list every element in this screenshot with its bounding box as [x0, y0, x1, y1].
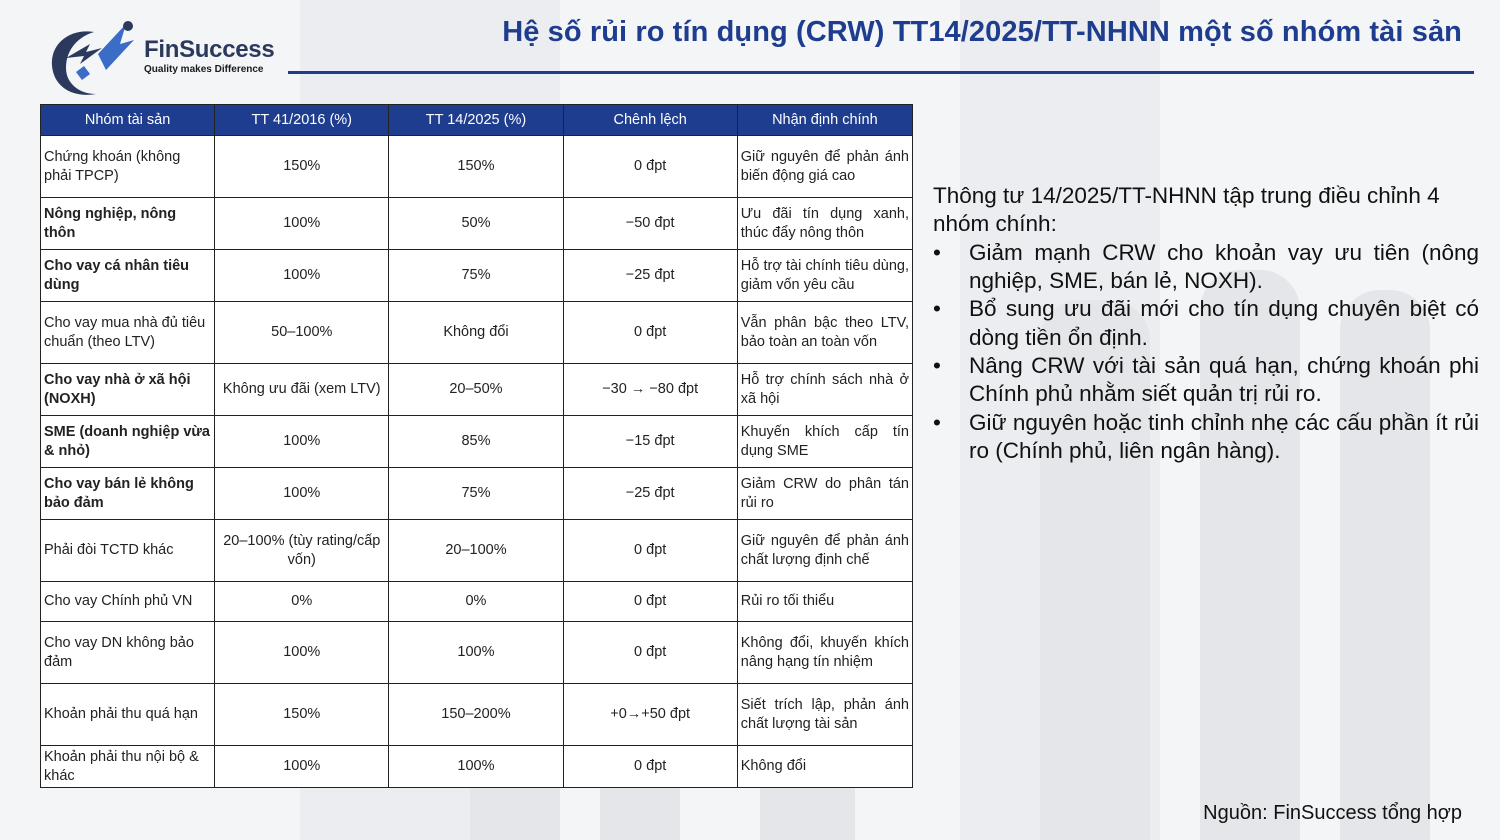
table-row [41, 746, 913, 788]
crw-table [40, 104, 913, 788]
cell-old: 50–100% [215, 302, 389, 364]
cell-new: 150–200% [389, 684, 563, 746]
table-row [41, 136, 913, 198]
header-tt41: TT 41/2016 (%) [215, 105, 389, 136]
cell-asset: Khoản phải thu quá hạn [41, 684, 215, 746]
summary-panel [933, 182, 1479, 465]
header-asset-group: Nhóm tài sản [41, 105, 215, 136]
page-title: Hệ số rủi ro tín dụng (CRW) TT14/2025/TT-NHNN một số nhóm tài sản [502, 16, 1462, 48]
cell-new: 20–100% [389, 520, 563, 582]
cell-new: 150% [389, 136, 563, 198]
cell-old: 100% [215, 468, 389, 520]
table-row [41, 520, 913, 582]
cell-comment: Khuyến khích cấp tín dụng SME [737, 416, 912, 468]
summary-bullet-text: Giảm mạnh CRW cho khoản vay ưu tiên (nông nghiệp, SME, bán lẻ, NOXH). [969, 239, 1479, 294]
table-row [41, 250, 913, 302]
cell-new: 0% [389, 582, 563, 622]
cell-old: 0% [215, 582, 389, 622]
logo-emblem-icon [40, 14, 140, 100]
cell-diff: −25 đpt [563, 468, 737, 520]
cell-diff: 0 đpt [563, 622, 737, 684]
cell-new: 85% [389, 416, 563, 468]
cell-asset: Cho vay bán lẻ không bảo đảm [41, 468, 215, 520]
cell-diff: −25 đpt [563, 250, 737, 302]
cell-new: 75% [389, 468, 563, 520]
cell-asset: Cho vay nhà ở xã hội (NOXH) [41, 364, 215, 416]
cell-comment: Hỗ trợ tài chính tiêu dùng, giảm vốn yêu cầu [737, 250, 912, 302]
table-row [41, 364, 913, 416]
cell-old: 150% [215, 136, 389, 198]
cell-asset: Khoản phải thu nội bộ & khác [41, 746, 215, 788]
source-note: Nguồn: FinSuccess tổng hợp [1203, 802, 1462, 824]
cell-diff: 0 đpt [563, 582, 737, 622]
cell-new: Không đổi [389, 302, 563, 364]
table-header-row [41, 105, 913, 136]
bullet-icon: • [933, 353, 941, 379]
summary-bullet-text: Nâng CRW với tài sản quá hạn, chứng khoán phi Chính phủ nhằm siết quản trị rủi ro. [969, 353, 1479, 407]
cell-old: Không ưu đãi (xem LTV) [215, 364, 389, 416]
title-underline [288, 71, 1474, 74]
cell-old: 100% [215, 622, 389, 684]
table-row [41, 684, 913, 746]
summary-bullet [933, 295, 1479, 352]
cell-diff: −30 → −80 đpt [563, 364, 737, 416]
cell-diff: −15 đpt [563, 416, 737, 468]
summary-bullet-text: Giữ nguyên hoặc tinh chỉnh nhẹ các cấu phần ít rủi ro (Chính phủ, liên ngân hàng). [969, 409, 1479, 464]
cell-comment: Không đổi, khuyến khích nâng hạng tín nhiệm [737, 622, 912, 684]
cell-diff: +0→+50 đpt [563, 684, 737, 746]
cell-comment: Siết trích lập, phản ánh chất lượng tài sản [737, 684, 912, 746]
cell-asset: Cho vay cá nhân tiêu dùng [41, 250, 215, 302]
header-tt14: TT 14/2025 (%) [389, 105, 563, 136]
cell-comment: Vẫn phân bậc theo LTV, bảo toàn an toàn vốn [737, 302, 912, 364]
summary-bullet [933, 239, 1479, 296]
cell-comment: Giữ nguyên để phản ánh biến động giá cao [737, 136, 912, 198]
cell-asset: Cho vay DN không bảo đảm [41, 622, 215, 684]
summary-intro: Thông tư 14/2025/TT-NHNN tập trung điều chỉnh 4 nhóm chính: [933, 183, 1440, 237]
summary-list [933, 239, 1479, 466]
table-row [41, 198, 913, 250]
summary-bullet-text: Bổ sung ưu đãi mới cho tín dụng chuyên biệt có dòng tiền ổn định. [969, 296, 1479, 350]
brand-name: FinSuccess [144, 36, 275, 63]
bullet-icon: • [933, 296, 941, 322]
cell-old: 100% [215, 746, 389, 788]
cell-new: 50% [389, 198, 563, 250]
cell-old: 150% [215, 684, 389, 746]
cell-old: 100% [215, 250, 389, 302]
cell-asset: Chứng khoán (không phải TPCP) [41, 136, 215, 198]
table-row [41, 622, 913, 684]
cell-diff: 0 đpt [563, 520, 737, 582]
cell-diff: −50 đpt [563, 198, 737, 250]
table-row [41, 302, 913, 364]
cell-new: 20–50% [389, 364, 563, 416]
cell-old: 100% [215, 416, 389, 468]
summary-bullet [933, 352, 1479, 409]
cell-diff: 0 đpt [563, 746, 737, 788]
cell-asset: Nông nghiệp, nông thôn [41, 198, 215, 250]
table-row [41, 416, 913, 468]
cell-new: 100% [389, 746, 563, 788]
table-row [41, 582, 913, 622]
cell-asset: SME (doanh nghiệp vừa & nhỏ) [41, 416, 215, 468]
brand-tagline: Quality makes Difference [144, 64, 264, 75]
cell-old: 100% [215, 198, 389, 250]
cell-comment: Ưu đãi tín dụng xanh, thúc đẩy nông thôn [737, 198, 912, 250]
table-row [41, 468, 913, 520]
bullet-icon: • [933, 409, 941, 435]
cell-diff: 0 đpt [563, 302, 737, 364]
finsuccess-logo [40, 14, 290, 100]
cell-new: 75% [389, 250, 563, 302]
summary-bullet [933, 409, 1479, 466]
cell-asset: Cho vay Chính phủ VN [41, 582, 215, 622]
header-difference: Chênh lệch [563, 105, 737, 136]
header-assessment: Nhận định chính [737, 105, 912, 136]
cell-asset: Phải đòi TCTD khác [41, 520, 215, 582]
bullet-icon: • [933, 239, 941, 265]
cell-asset: Cho vay mua nhà đủ tiêu chuẩn (theo LTV) [41, 302, 215, 364]
cell-diff: 0 đpt [563, 136, 737, 198]
cell-comment: Không đổi [737, 746, 912, 788]
cell-comment: Giảm CRW do phân tán rủi ro [737, 468, 912, 520]
cell-comment: Hỗ trợ chính sách nhà ở xã hội [737, 364, 912, 416]
cell-comment: Rủi ro tối thiểu [737, 582, 912, 622]
cell-new: 100% [389, 622, 563, 684]
cell-comment: Giữ nguyên để phản ánh chất lượng định chế [737, 520, 912, 582]
cell-old: 20–100% (tùy rating/cấp vốn) [215, 520, 389, 582]
